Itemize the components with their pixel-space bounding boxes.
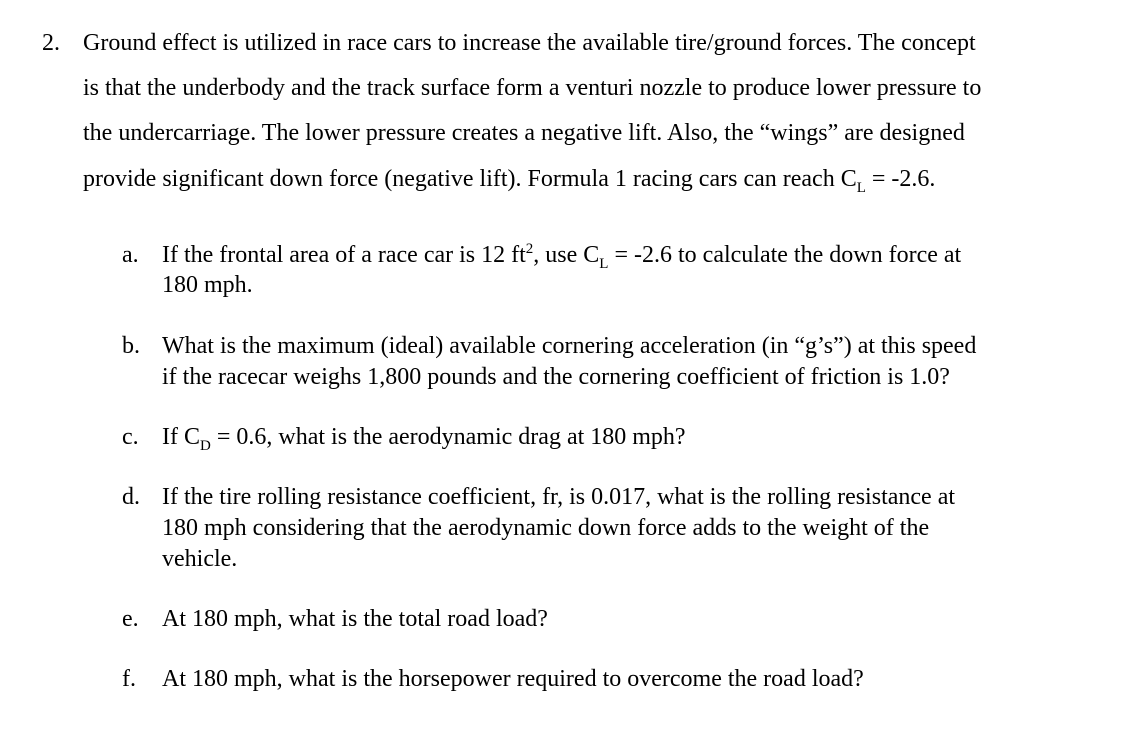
item-d-line-2: 180 mph considering that the aerodynamic down force adds to the weight of the bbox=[162, 515, 930, 541]
item-e-label: e. bbox=[122, 606, 139, 632]
intro-line-1: Ground effect is utilized in race cars to increase the available tire/ground forces. The concept bbox=[83, 30, 976, 56]
item-a-label: a. bbox=[122, 242, 139, 268]
intro-line-3: the undercarriage. The lower pressure creates a negative lift. Also, the “wings” are designed bbox=[83, 120, 965, 146]
item-d-line-3: vehicle. bbox=[162, 546, 238, 572]
intro-line-4 bbox=[83, 164, 935, 194]
item-c-text-post: = 0.6, what is the aerodynamic drag at 180 mph? bbox=[210, 424, 686, 450]
item-b-line-1: What is the maximum (ideal) available cornering acceleration (in “g’s”) at this speed bbox=[162, 333, 977, 359]
item-f-label: f. bbox=[122, 666, 136, 692]
item-d-label: d. bbox=[122, 484, 140, 510]
cd-subscript: D bbox=[200, 437, 211, 454]
cl-subscript: L bbox=[856, 179, 866, 196]
item-c-line-1 bbox=[162, 422, 686, 452]
item-c-text-pre: If C bbox=[162, 424, 200, 450]
item-c-label: c. bbox=[122, 424, 139, 450]
item-e-line-1: At 180 mph, what is the total road load? bbox=[162, 606, 548, 632]
intro-line-2: is that the underbody and the track surface form a venturi nozzle to produce lower pressure to bbox=[83, 75, 982, 101]
item-b-label: b. bbox=[122, 333, 140, 359]
item-a-cl-subscript: L bbox=[599, 255, 609, 272]
item-a-text-mid: , use C bbox=[533, 242, 600, 268]
item-b-line-2: if the racecar weighs 1,800 pounds and the cornering coefficient of friction is 1.0? bbox=[162, 364, 950, 390]
item-a-text-pre: If the frontal area of a race car is 12 ft bbox=[162, 242, 526, 268]
item-a-line-1 bbox=[162, 240, 961, 270]
ft-squared-superscript: 2 bbox=[525, 241, 534, 257]
item-d-line-1: If the tire rolling resistance coefficient, fr, is 0.017, what is the rolling resistance at bbox=[162, 484, 956, 510]
intro-line-4-tail: = -2.6. bbox=[865, 166, 936, 192]
item-a-line-2: 180 mph. bbox=[162, 272, 253, 298]
question-number: 2. bbox=[42, 30, 60, 56]
item-f-line-1: At 180 mph, what is the horsepower required to overcome the road load? bbox=[162, 666, 864, 692]
item-a-text-post: = -2.6 to calculate the down force at bbox=[608, 242, 962, 268]
intro-line-4-text: provide significant down force (negative lift). Formula 1 racing cars can reach C bbox=[83, 166, 857, 192]
